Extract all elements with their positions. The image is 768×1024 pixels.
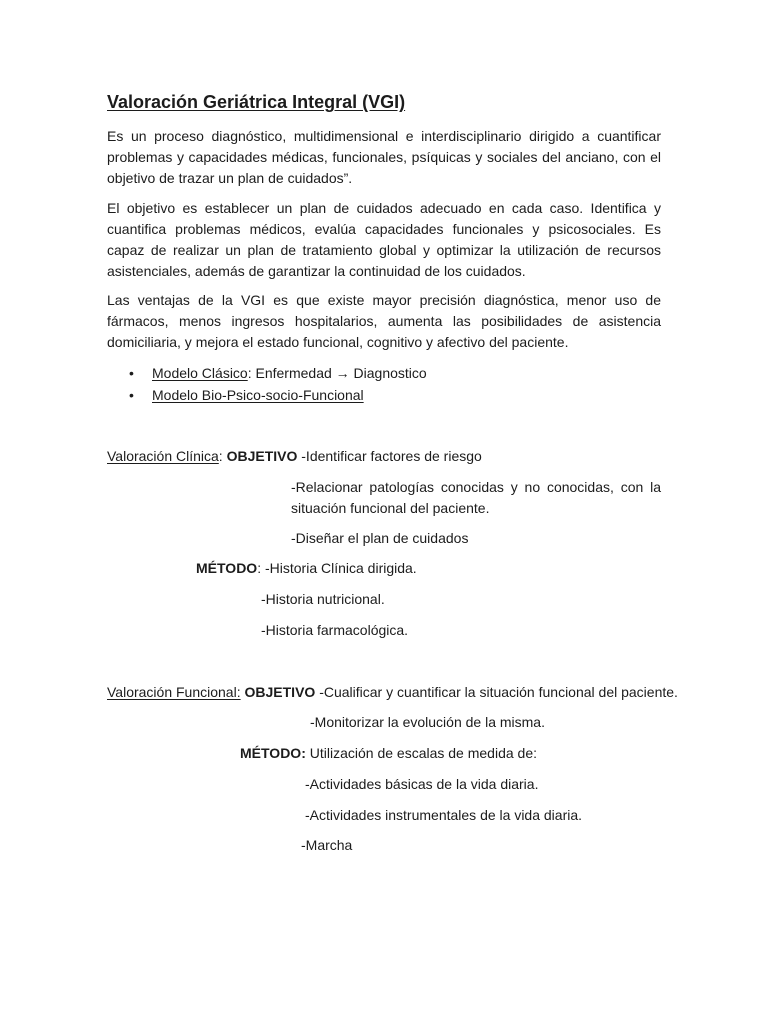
funcional-metodo-2: -Actividades instrumentales de la vida diaria.: [305, 807, 583, 823]
model-clasico-text: : Enfermedad → Diagnostico: [247, 365, 427, 381]
clinica-metodo-line: [196, 558, 417, 578]
clinica-metodo-2: -Historia nutricional.: [261, 591, 385, 607]
clinica-metodo-colon: :: [257, 560, 262, 576]
paragraph-advantages: Las ventajas de la VGI es que existe mayor precisión diagnóstica, menor uso de fármacos, menos ingresos hospitalarios, aumenta las posibilidades de asistencia domiciliaria, y mejora el estado funcional, cognitivo y afectivo del paciente.: [107, 292, 661, 350]
clinica-metodo-3: -Historia farmacológica.: [261, 622, 409, 638]
clinica-heading: Valoración Clínica: [107, 448, 219, 464]
model-list: [107, 362, 427, 406]
funcional-heading: Valoración Funcional:: [107, 684, 241, 700]
funcional-metodo-label: MÉTODO:: [240, 745, 306, 761]
funcional-metodo-intro: Utilización de escalas de medida de:: [309, 745, 537, 761]
funcional-objetivo-1: -Cualificar y cuantificar la situación funcional del paciente.: [319, 684, 678, 700]
clinica-objetivo-1: -Identificar factores de riesgo: [301, 448, 482, 464]
funcional-objetivo-2: -Monitorizar la evolución de la misma.: [310, 714, 545, 730]
funcional-metodo-3: -Marcha: [301, 837, 353, 853]
clinica-objetivo-2: -Relacionar patologías conocidas y no conocidas, con la situación funcional del paciente.: [291, 479, 661, 516]
clinica-metodo-1: -Historia Clínica dirigida.: [264, 560, 417, 576]
funcional-metodo-line: [240, 743, 537, 763]
clinica-colon: :: [218, 448, 223, 464]
model-bio-psico-label: Modelo Bio-Psico-socio-Funcional: [152, 387, 364, 403]
page-title: Valoración Geriátrica Integral (VGI): [107, 92, 406, 112]
funcional-metodo-1: -Actividades básicas de la vida diaria.: [305, 776, 539, 792]
paragraph-definition: Es un proceso diagnóstico, multidimensional e interdisciplinario dirigido a cuantificar problemas y capacidades médicas, funcionales, psíquicas y sociales del anciano, con el objetivo de trazar un plan de cuidados”.: [107, 128, 661, 186]
bullet-marker: •: [129, 387, 134, 403]
funcional-objetivo-label: OBJETIVO: [244, 684, 316, 700]
clinica-objetivo-label: OBJETIVO: [226, 448, 298, 464]
list-item: [107, 384, 427, 406]
clinica-heading-line: [107, 446, 482, 466]
clinica-objetivo-3: -Diseñar el plan de cuidados: [291, 530, 469, 546]
bullet-marker: •: [129, 365, 134, 381]
clinica-metodo-label: MÉTODO: [196, 560, 258, 576]
funcional-heading-line: [107, 682, 678, 702]
list-item: [107, 362, 427, 384]
model-clasico-label: Modelo Clásico: [152, 365, 248, 381]
paragraph-objective: El objetivo es establecer un plan de cuidados adecuado en cada caso. Identifica y cuantifica problemas médicos, evalúa capacidades funcionales y psicosociales. Es capaz de realizar un plan de tratamiento global y optimizar la utilización de recursos asistenciales, además de garantizar la continuidad de los cuidados.: [107, 200, 661, 279]
